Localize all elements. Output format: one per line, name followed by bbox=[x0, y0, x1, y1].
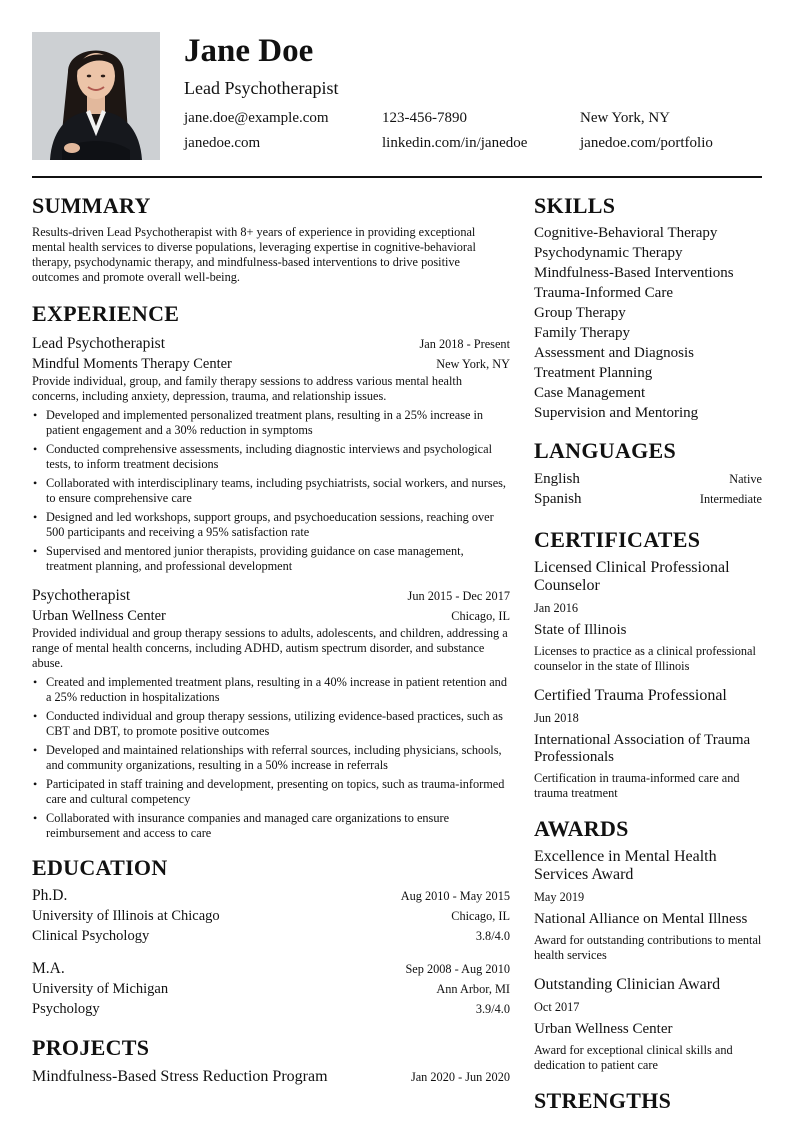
skill-item: Case Management bbox=[534, 385, 646, 401]
certificate-issuer: International Association of Trauma Professionals bbox=[534, 732, 751, 765]
certificate-issuer: State of Illinois bbox=[534, 622, 627, 638]
email-link[interactable]: jane.doe@example.com bbox=[184, 110, 329, 126]
education-dates: Aug 2010 - May 2015 bbox=[400, 889, 510, 903]
skill-item: Supervision and Mentoring bbox=[534, 405, 699, 421]
job-company: Urban Wellness Center bbox=[32, 608, 166, 624]
certificate-date: Jan 2016 bbox=[534, 601, 579, 615]
languages-heading: LANGUAGES bbox=[534, 438, 677, 463]
job-location: Chicago, IL bbox=[451, 609, 510, 623]
education-entry bbox=[32, 959, 510, 1019]
skill-item: Psychodynamic Therapy bbox=[534, 245, 683, 261]
award-entry bbox=[534, 848, 762, 963]
skill-item: Family Therapy bbox=[534, 325, 630, 341]
bullet-item: • Collaborated with insurance companies and managed care organizations to ensure reimbursement and access to care bbox=[32, 811, 510, 841]
job-dates: Jan 2018 - Present bbox=[419, 337, 510, 351]
award-title: Excellence in Mental Health Services Award bbox=[534, 848, 717, 883]
language-item bbox=[534, 469, 762, 489]
education-section bbox=[32, 854, 510, 1019]
project-name: Mindfulness-Based Stress Reduction Program bbox=[32, 1068, 328, 1085]
candidate-name: Jane Doe bbox=[184, 33, 314, 69]
linkedin-link[interactable]: linkedin.com/in/janedoe bbox=[382, 135, 528, 151]
award-issuer: Urban Wellness Center bbox=[534, 1021, 673, 1037]
candidate-title: Lead Psychotherapist bbox=[184, 78, 339, 98]
job-company: Mindful Moments Therapy Center bbox=[32, 356, 232, 372]
education-dates: Sep 2008 - Aug 2010 bbox=[405, 962, 510, 976]
field-of-study: Psychology bbox=[32, 1001, 100, 1017]
job-bullets bbox=[32, 675, 510, 841]
job-description: Provided individual and group therapy sessions to adults, adolescents, and children, addressing a range of mental health concerns, including ADHD, autism spectrum disorder, and substance abuse. bbox=[32, 626, 508, 670]
summary-section bbox=[32, 192, 510, 285]
skill-item: Cognitive-Behavioral Therapy bbox=[534, 225, 718, 241]
bullet-item: • Conducted individual and group therapy sessions, utilizing evidence-based practices, such as CBT and DBT, to promote positive outcomes bbox=[32, 709, 510, 739]
certificates-heading: CERTIFICATES bbox=[534, 527, 701, 552]
education-heading: EDUCATION bbox=[32, 855, 168, 880]
school: University of Michigan bbox=[32, 981, 169, 997]
award-date: Oct 2017 bbox=[534, 1000, 580, 1014]
bullet-item: • Supervised and mentored junior therapists, providing guidance on case management, treatment planning, and professional development bbox=[32, 544, 510, 574]
experience-heading: EXPERIENCE bbox=[32, 301, 180, 326]
certificate-description: Licenses to practice as a clinical professional counselor in the state of Illinois bbox=[534, 644, 756, 673]
certificate-entry bbox=[534, 559, 762, 674]
award-entry bbox=[534, 976, 762, 1073]
gpa: 3.8/4.0 bbox=[475, 929, 510, 943]
skill-item: Treatment Planning bbox=[534, 365, 653, 381]
job-dates: Jun 2015 - Dec 2017 bbox=[407, 589, 510, 603]
school-location: Ann Arbor, MI bbox=[436, 982, 510, 996]
award-description: Award for outstanding contributions to mental health services bbox=[534, 933, 762, 962]
website-link[interactable]: janedoe.com bbox=[184, 135, 261, 151]
award-issuer: National Alliance on Mental Illness bbox=[534, 911, 748, 927]
projects-section bbox=[32, 1034, 510, 1087]
award-title: Outstanding Clinician Award bbox=[534, 976, 721, 993]
right-column bbox=[534, 192, 762, 1115]
language-item bbox=[534, 489, 762, 509]
awards-section bbox=[534, 815, 762, 1073]
award-description: Award for exceptional clinical skills and dedication to patient care bbox=[534, 1043, 733, 1072]
certificates-section bbox=[534, 526, 762, 801]
summary-text: Results-driven Lead Psychotherapist with 8+ years of experience in providing exceptional mental health services to diverse populations, leveraging expertise in cognitive-behavioral therapy, psychodynamic therapy, and mindfulness-based interventions to drive positive outcomes and promote overall well-being. bbox=[32, 225, 476, 284]
job-role: Lead Psychotherapist bbox=[32, 335, 166, 352]
profile-photo-illustration bbox=[32, 32, 160, 160]
profile-photo bbox=[32, 32, 160, 160]
skills-heading: SKILLS bbox=[534, 193, 616, 218]
bullet-item: • Created and implemented treatment plans, resulting in a 40% increase in patient retention and a 25% reduction in hospitalizations bbox=[32, 675, 510, 705]
language-level: Intermediate bbox=[699, 492, 762, 506]
bullet-item: • Participated in staff training and development, presenting on topics, such as trauma-informed care and cultural competency bbox=[32, 777, 510, 807]
skill-item: Group Therapy bbox=[534, 305, 626, 321]
strengths-section bbox=[534, 1087, 762, 1115]
job-description: Provide individual, group, and family therapy sessions to address various mental health concerns, including anxiety, depression, trauma, and relationship issues. bbox=[32, 374, 462, 403]
summary-heading: SUMMARY bbox=[32, 193, 151, 218]
award-date: May 2019 bbox=[534, 890, 585, 904]
field-of-study: Clinical Psychology bbox=[32, 928, 150, 944]
header-divider bbox=[32, 176, 762, 178]
job-location: New York, NY bbox=[436, 357, 510, 371]
job-entry bbox=[32, 334, 510, 574]
skills-section bbox=[534, 192, 762, 423]
bullet-item: • Conducted comprehensive assessments, including diagnostic interviews and psychological tests, to inform treatment decisions bbox=[32, 442, 510, 472]
awards-heading: AWARDS bbox=[534, 816, 629, 841]
skill-item: Mindfulness-Based Interventions bbox=[534, 265, 734, 281]
certificate-description: Certification in trauma-informed care and trauma treatment bbox=[534, 771, 740, 800]
portfolio-link[interactable]: janedoe.com/portfolio bbox=[580, 135, 713, 151]
certificate-title: Certified Trauma Professional bbox=[534, 687, 727, 704]
job-role: Psychotherapist bbox=[32, 587, 131, 604]
bullet-item: • Designed and led workshops, support groups, and psychoeducation sessions, reaching over 500 participants and receiving a 95% satisfaction rate bbox=[32, 510, 510, 540]
projects-heading: PROJECTS bbox=[32, 1035, 150, 1060]
degree: M.A. bbox=[32, 960, 65, 977]
school: University of Illinois at Chicago bbox=[32, 908, 220, 924]
certificate-date: Jun 2018 bbox=[534, 711, 579, 725]
education-entry bbox=[32, 886, 510, 946]
certificate-title: Licensed Clinical Professional Counselor bbox=[534, 559, 730, 594]
bullet-item: • Developed and maintained relationships with referral sources, including physicians, schools, and community organizations, resulting in a 50% increase in referrals bbox=[32, 743, 510, 773]
experience-section bbox=[32, 300, 510, 841]
project-entry bbox=[32, 1067, 510, 1087]
job-entry bbox=[32, 586, 510, 841]
project-dates: Jan 2020 - Jun 2020 bbox=[410, 1070, 510, 1084]
resume-header bbox=[32, 32, 762, 160]
language-name: Spanish bbox=[534, 491, 582, 507]
language-name: English bbox=[534, 471, 580, 487]
phone-number: 123-456-7890 bbox=[382, 110, 467, 126]
left-column bbox=[32, 192, 510, 1087]
certificate-entry bbox=[534, 687, 762, 801]
language-level: Native bbox=[729, 472, 762, 486]
bullet-item: • Developed and implemented personalized treatment plans, resulting in a 25% increase in patient engagement and a 30% reduction in symptoms bbox=[32, 408, 510, 438]
bullet-item: • Collaborated with interdisciplinary teams, including psychiatrists, social workers, and nurses, to ensure comprehensive care bbox=[32, 476, 510, 506]
degree: Ph.D. bbox=[32, 887, 68, 904]
skill-item: Assessment and Diagnosis bbox=[534, 345, 694, 361]
skills-list bbox=[534, 223, 762, 423]
job-bullets bbox=[32, 408, 510, 574]
strengths-heading: STRENGTHS bbox=[534, 1088, 672, 1113]
school-location: Chicago, IL bbox=[451, 909, 510, 923]
gpa: 3.9/4.0 bbox=[475, 1002, 510, 1016]
location: New York, NY bbox=[580, 110, 671, 126]
resume-page bbox=[32, 32, 762, 1113]
skill-item: Trauma-Informed Care bbox=[534, 285, 673, 301]
languages-section bbox=[534, 437, 762, 509]
